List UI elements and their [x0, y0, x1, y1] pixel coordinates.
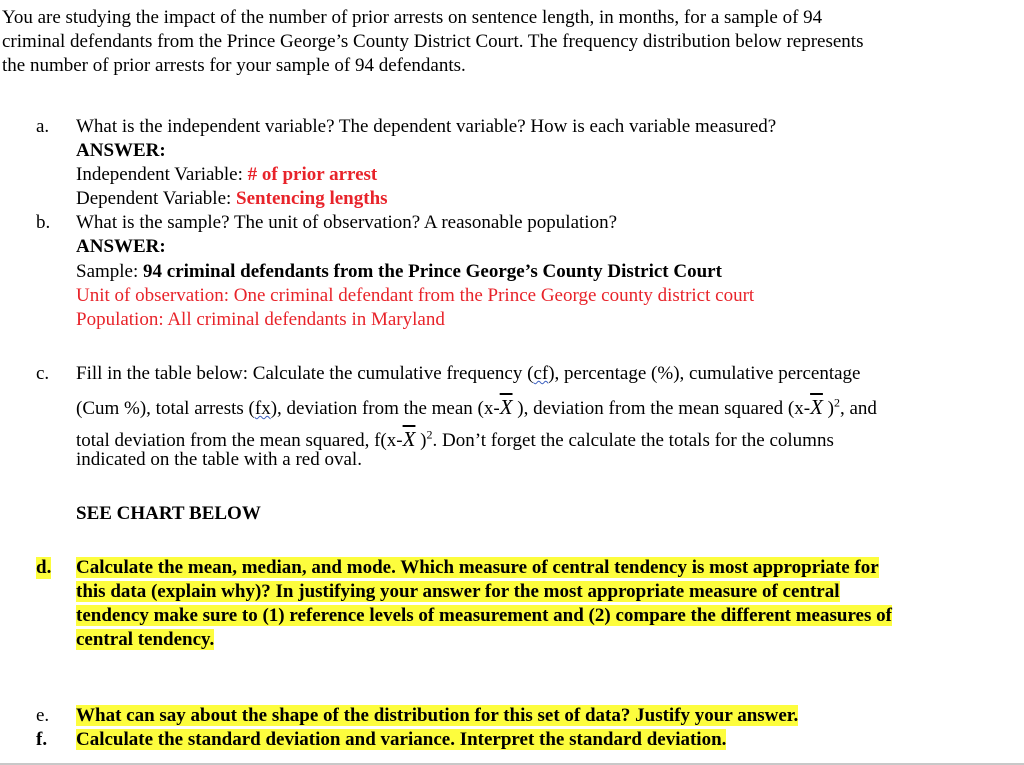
x-bar-symbol: $\overline{X}$ [402, 427, 416, 451]
question-a-text: What is the independent variable? The dependent variable? How is each variable measured? [76, 116, 777, 137]
unit-of-observation: Unit of observation: One criminal defendant from the Prince George county district court [76, 285, 755, 306]
dependent-variable-value: Sentencing lengths [236, 188, 388, 209]
question-e-label: e. [36, 705, 50, 726]
question-a-label: a. [36, 116, 50, 137]
question-d-line-1: Calculate the mean, median, and mode. Which measure of central tendency is most appropriate for [76, 557, 879, 578]
independent-variable-value: # of prior arrest [247, 164, 378, 185]
independent-variable-line [76, 164, 377, 186]
question-c-label: c. [36, 363, 50, 384]
cf-term: cf [533, 363, 549, 384]
question-c-line-4: indicated on the table with a red oval. [76, 449, 362, 470]
question-b-label: b. [36, 212, 51, 233]
see-chart-below: SEE CHART BELOW [76, 503, 261, 524]
intro-line-2: criminal defendants from the Prince George’s County District Court. The frequency distribution below represents [2, 31, 864, 52]
fx-term: fx [254, 398, 271, 419]
squared-superscript: 2 [426, 427, 433, 442]
question-d-line-3: tendency make sure to (1) reference levels of measurement and (2) compare the different measures of [76, 605, 892, 626]
population: Population: All criminal defendants in Maryland [76, 309, 445, 330]
question-d-line-2: this data (explain why)? In justifying your answer for the most appropriate measure of central [76, 581, 840, 602]
sample-label: Sample: [76, 261, 144, 282]
intro-line-1: You are studying the impact of the number of prior arrests on sentence length, in months, for a sample of 94 [2, 7, 823, 28]
intro-line-3: the number of prior arrests for your sample of 94 defendants. [2, 55, 466, 76]
sample-line [76, 261, 722, 283]
x-bar-symbol: $\overline{X}$ [810, 395, 823, 419]
dependent-variable-line [76, 188, 388, 210]
question-a-answer-heading: ANSWER: [76, 140, 166, 161]
x-bar-symbol: $\overline{X}$ [499, 395, 513, 419]
question-e-text: What can say about the shape of the distribution for this set of data? Justify your answer. [76, 705, 799, 726]
independent-variable-label: Independent Variable: [76, 164, 248, 185]
squared-superscript: 2 [833, 395, 840, 410]
question-f-text: Calculate the standard deviation and variance. Interpret the standard deviation. [76, 729, 727, 750]
sample-value: 94 criminal defendants from the Prince George’s County District Court [143, 261, 722, 282]
question-c-line-2: (Cum %), total arrests (fx), deviation from the mean ($x-\overline{X}$ ), deviation from the mean squared ($x-\overline{X}$ )$^2$, and [76, 395, 877, 419]
question-d-label: d. [36, 557, 52, 578]
question-c-line-3: total deviation from the mean squared, $f(x-\overline{X}$ )$^2$. Don’t forget the calculate the totals for the columns [76, 427, 834, 451]
question-b-text: What is the sample? The unit of observation? A reasonable population? [76, 212, 617, 233]
question-f-label: f. [36, 729, 48, 750]
question-c-line-1: Fill in the table below: Calculate the cumulative frequency (cf), percentage (%), cumulative percentage [76, 363, 861, 384]
question-b-answer-heading: ANSWER: [76, 236, 166, 257]
dependent-variable-label: Dependent Variable: [76, 188, 237, 209]
question-d-line-4: central tendency. [76, 629, 215, 650]
